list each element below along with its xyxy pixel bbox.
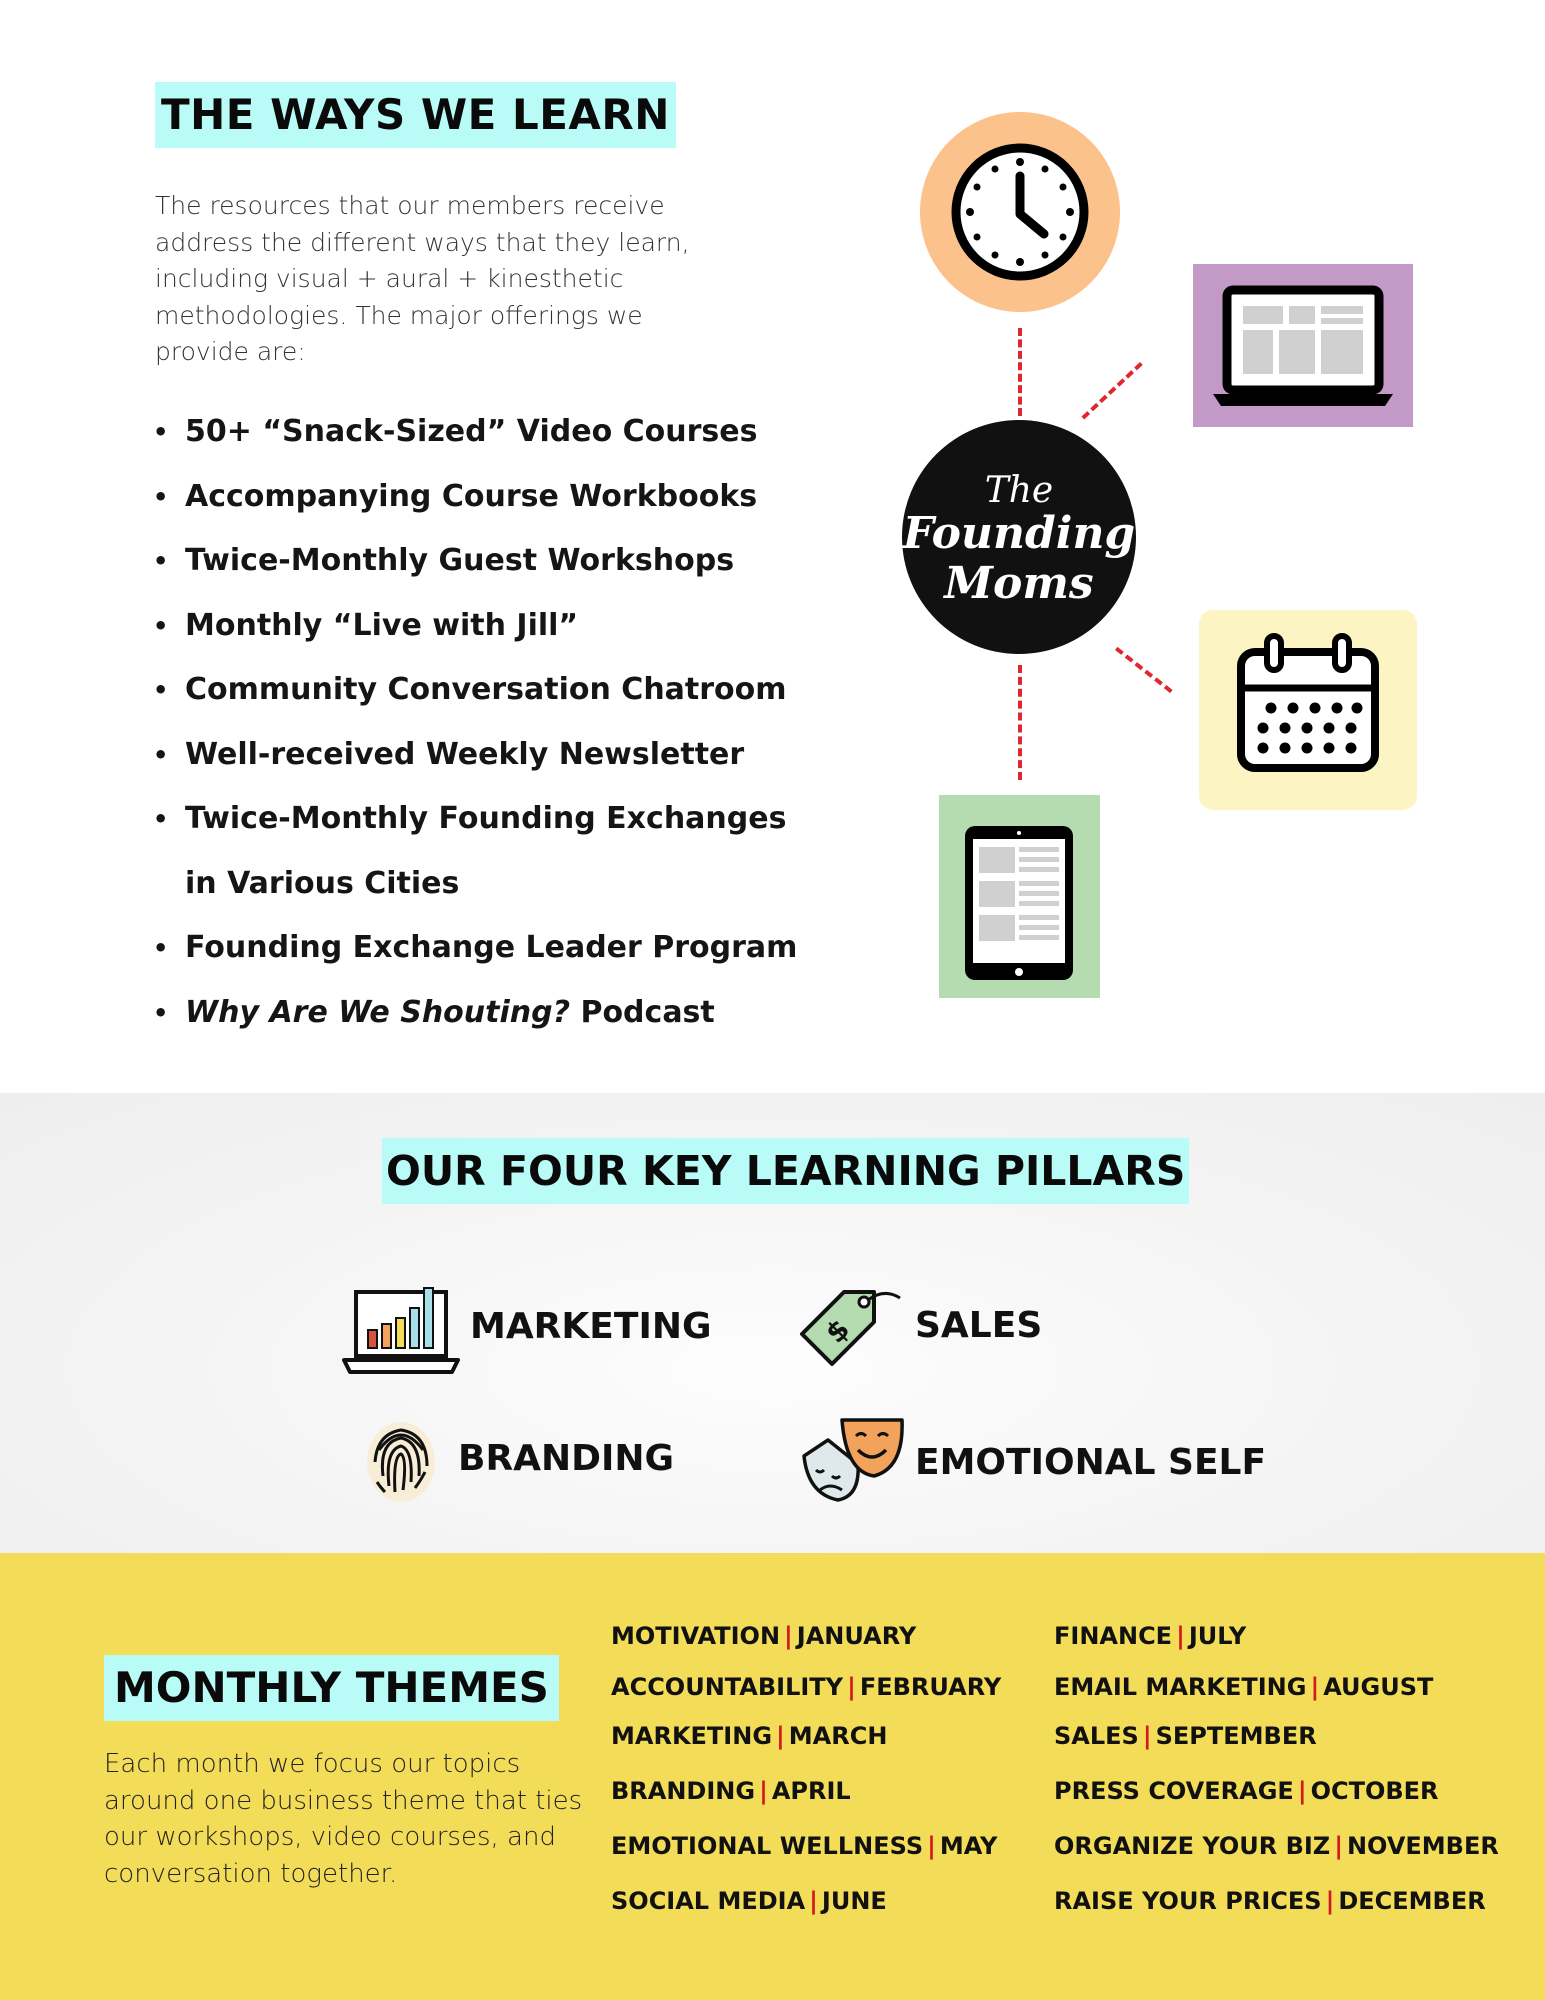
theme-month: JULY: [1188, 1622, 1247, 1650]
offerings-list: [150, 400, 850, 1045]
bullet: •: [153, 482, 169, 511]
bullet: •: [153, 418, 169, 446]
theme-name: EMAIL MARKETING: [1054, 1673, 1307, 1701]
podcast-suffix: Podcast: [570, 994, 715, 1030]
theme-item: [1054, 1722, 1317, 1750]
list-item: [150, 787, 850, 852]
bullet: •: [153, 934, 169, 962]
theme-item: [1054, 1887, 1486, 1915]
theme-item: [611, 1832, 997, 1860]
theme-month: APRIL: [771, 1777, 851, 1805]
offering-label: Community Conversation Chatroom: [185, 672, 787, 707]
list-item: [150, 916, 850, 981]
list-item: [150, 529, 850, 594]
bullet: •: [153, 676, 169, 704]
offering-label: Monthly “Live with Jill”: [185, 607, 579, 643]
theme-month: JUNE: [821, 1887, 887, 1915]
podcast-title: Why Are We Shouting?: [185, 994, 571, 1030]
theme-month: FEBRUARY: [859, 1673, 1002, 1701]
tablet-icon: [939, 795, 1100, 998]
theme-name: SOCIAL MEDIA: [611, 1887, 806, 1915]
theme-separator: |: [759, 1777, 768, 1805]
connector-calendar: [1115, 647, 1173, 693]
offering-label: Twice-Monthly Founding Exchanges: [185, 801, 787, 836]
theme-name: ORGANIZE YOUR BIZ: [1054, 1832, 1331, 1860]
clock-icon: [920, 112, 1120, 312]
theme-name: FINANCE: [1054, 1622, 1173, 1650]
list-item: [150, 981, 850, 1046]
list-item-continuation: [150, 852, 850, 917]
theme-name: ACCOUNTABILITY: [611, 1673, 844, 1701]
theme-separator: |: [1176, 1622, 1185, 1650]
theme-item: [1054, 1673, 1433, 1701]
logo-text-line1: The: [984, 470, 1054, 511]
pillar-branding: BRANDING: [458, 1438, 675, 1479]
theme-name: MARKETING: [611, 1722, 773, 1750]
theme-item: [611, 1673, 1001, 1701]
theme-month: SEPTEMBER: [1155, 1722, 1317, 1750]
offering-label: in Various Cities: [185, 865, 460, 901]
theme-name: RAISE YOUR PRICES: [1054, 1887, 1322, 1915]
theme-item: [611, 1622, 916, 1650]
pillar-sales: SALES: [915, 1305, 1043, 1346]
list-item: [150, 465, 850, 530]
theme-month: MARCH: [788, 1722, 888, 1750]
theme-month: NOVEMBER: [1346, 1832, 1499, 1860]
laptop-chart-icon: [342, 1282, 460, 1376]
theme-month: OCTOBER: [1310, 1777, 1439, 1805]
connector-clock: [1018, 328, 1022, 416]
theme-separator: |: [809, 1887, 818, 1915]
theme-name: SALES: [1054, 1722, 1139, 1750]
theme-separator: |: [784, 1622, 793, 1650]
theme-month: DECEMBER: [1338, 1887, 1486, 1915]
connector-laptop: [1081, 362, 1142, 419]
theme-name: EMOTIONAL WELLNESS: [611, 1832, 924, 1860]
price-tag-icon: [798, 1282, 904, 1374]
bullet: •: [153, 740, 169, 769]
theme-item: [611, 1722, 887, 1750]
list-item: [150, 723, 850, 788]
ways-title: THE WAYS WE LEARN: [155, 82, 676, 148]
bullet: •: [153, 805, 169, 833]
offering-label: Accompanying Course Workbooks: [185, 478, 758, 514]
pillar-marketing: MARKETING: [470, 1306, 712, 1347]
themes-title: MONTHLY THEMES: [104, 1655, 559, 1721]
theme-name: MOTIVATION: [611, 1622, 781, 1650]
laptop-icon: [1193, 264, 1413, 427]
theme-month: JANUARY: [796, 1622, 917, 1650]
logo-text-line2: Founding: [902, 508, 1136, 559]
pillar-emotional-self: EMOTIONAL SELF: [915, 1442, 1267, 1483]
theme-separator: |: [1310, 1673, 1320, 1701]
fingerprint-icon: [365, 1416, 437, 1504]
theme-separator: |: [1334, 1832, 1343, 1860]
clock-circle: [920, 112, 1120, 312]
bullet: •: [153, 998, 169, 1027]
theme-separator: |: [927, 1832, 936, 1860]
theme-month: AUGUST: [1323, 1673, 1434, 1701]
svg-text:$: $: [819, 1312, 857, 1350]
theme-separator: |: [1142, 1722, 1152, 1750]
themes-description: Each month we focus our topics around one business theme that ties our workshops, video courses, and conversation together.: [104, 1749, 583, 1889]
theme-item: [1054, 1622, 1246, 1650]
theater-masks-icon: [798, 1416, 908, 1508]
theme-separator: |: [1325, 1887, 1335, 1915]
theme-item: [1054, 1832, 1499, 1860]
theme-item: [611, 1777, 851, 1805]
calendar-tile: [1199, 610, 1417, 810]
offering-label: Twice-Monthly Guest Workshops: [185, 543, 735, 578]
list-item: [150, 594, 850, 659]
theme-name: PRESS COVERAGE: [1054, 1777, 1294, 1805]
theme-month: MAY: [939, 1832, 998, 1860]
founding-moms-logo: [902, 420, 1136, 654]
offering-label: Founding Exchange Leader Program: [185, 930, 798, 965]
bullet: •: [153, 547, 169, 575]
laptop-tile: [1193, 264, 1413, 427]
list-item: [150, 400, 850, 465]
theme-separator: |: [847, 1673, 856, 1701]
offering-label: Well-received Weekly Newsletter: [185, 736, 745, 772]
pillars-title: OUR FOUR KEY LEARNING PILLARS: [382, 1138, 1189, 1204]
bullet: •: [153, 611, 169, 640]
theme-name: BRANDING: [611, 1777, 756, 1805]
theme-item: [1054, 1777, 1439, 1805]
connector-tablet: [1018, 665, 1022, 780]
ways-intro: The resources that our members receive address the different ways that they learn, including visual + aural + kinesthetic methodologies. The major offerings we provide are:: [155, 191, 690, 366]
theme-separator: |: [1297, 1777, 1307, 1805]
offering-label: 50+ “Snack-Sized” Video Courses: [185, 414, 758, 449]
tablet-tile: [939, 795, 1100, 998]
calendar-icon: [1199, 610, 1417, 810]
logo-text-line3: Moms: [944, 558, 1094, 609]
list-item: [150, 658, 850, 723]
theme-separator: |: [776, 1722, 785, 1750]
theme-item: [611, 1887, 887, 1915]
